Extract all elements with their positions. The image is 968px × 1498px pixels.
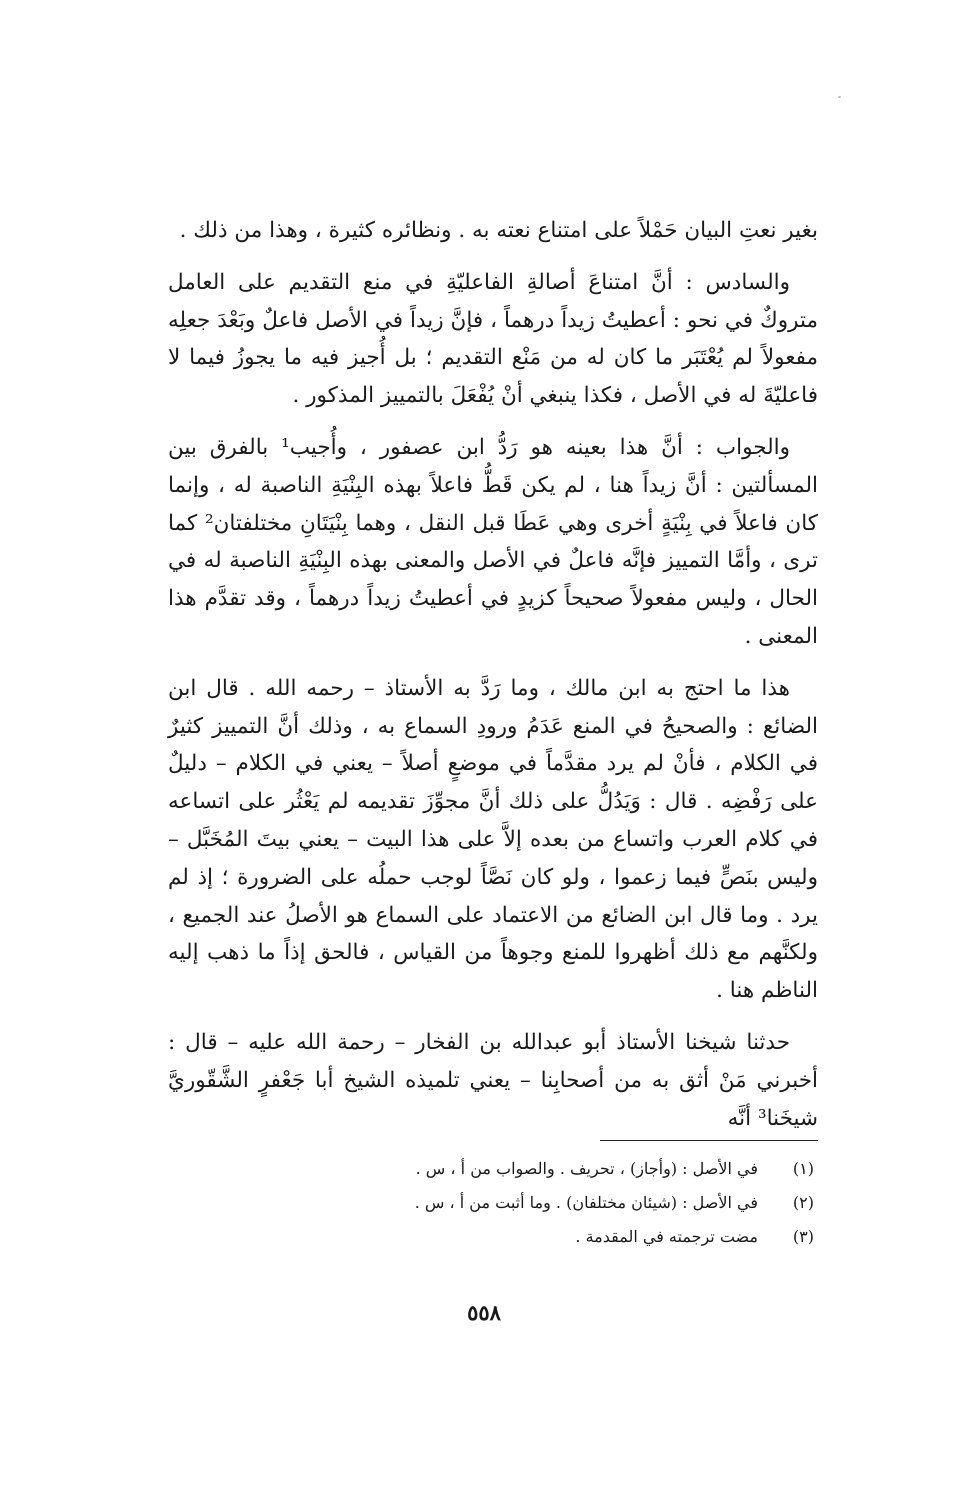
paragraph-continuation: بغير نعتِ البيان حَمْلاً على امتناع نعته به . ونظائره كثيرة ، وهذا من ذلك . <box>179 218 818 243</box>
footnote-number: (١) <box>792 1159 814 1178</box>
footnote <box>168 1186 818 1220</box>
paragraph-ibn-al-fakhkhar: حدثنا شيخنا الأستاذ أبو عبدالله بن الفخار – رحمة الله عليه – قال : أخبرني مَنْ أثق به من أصحابِنا – يعني تلميذه الشيخ أبا جَعْفرٍ الشَّقّوريَّ شيخَنا³ أنَّه <box>168 1029 818 1131</box>
paragraph-ibn-al-daie: هذا ما احتج به ابن مالك ، وما رَدَّ به الأستاذ – رحمه الله . قال ابن الضائع : والصحيحُ في المنع عَدَمُ ورودِ السماع به ، وذلك أنَّ التمييز كثيرٌ في الكلام ، فأنْ لم يرد مقدَّماً في موضعٍ أصلاً – يعني في الكلام – دليلٌ على رَفْضِه . قال : وَيَدُلُّ على ذلك أنَّ مجوِّزَ تقديمه لم يَعْثُر على اتساعه في كلام العرب واتساع من بعده إلاَّ على هذا البيت – يعني بيتَ المُخَبَّل – وليس بنَصٍّ فيما زعموا ، ولو كان نَصَّاً لوجب حملُه على الضرورة ؛ إذ لم يرد . وما قال ابن الضائع من الاعتماد على السماع هو الأصلُ عند الجميع ، ولكنَّهم مع ذلك أظهروا للمنع وجوهاً من القياس ، فالحق إذاً ما ذهب إليه الناظم هنا . <box>168 675 818 1004</box>
footnote-text: في الأصل : (شيئان مختلفان) . وما أثبت من أ ، س . <box>414 1193 758 1212</box>
paragraph-answer: والجواب : أنَّ هذا بعينه هو رَدُّ ابن عصفور ، وأُجيب¹ بالفرق بين المسألتين : أنَّ زيداً هنا ، لم يكن قَطُّ فاعلاً بهذه البِنْيَةِ الناصبة له ، وإنما كان فاعلاً في بِنْيَةٍ أخرى وهي عَطَا قبل النقل ، وهما بِنْيَتَانِ مختلفتان² كما ترى ، وأمَّا التمييز فإنَّه فاعلٌ في الأصل والمعنى بهذه البِنْيَةِ الناصبة له في الحال ، وليس مفعولاً صحيحاً كزيدٍ في أعطيتُ زيداً درهماً ، وقد تقدَّم هذا المعنى . <box>168 434 818 649</box>
main-text <box>168 212 818 1137</box>
paragraph-sixth: والسادس : أنَّ امتناعَ أصالةِ الفاعليّةِ في منع التقديم على العامل متروكٌ في نحو : أعطيتُ زيداً درهماً ، فإنَّ زيداً في الأصل فاعلٌ وبَعْدَ جعلِه مفعولاً لم يُعْتَبَر ما كان له من مَنْع التقديم ؛ بل أُجيز فيه ما يجوزُ فيما لا فاعليّةَ له في الأصل ، فكذا ينبغي أنْ يُفْعَلَ بالتمييز المذكور . <box>168 269 818 409</box>
footnote-number: (٣) <box>792 1227 814 1246</box>
footnote <box>168 1220 818 1254</box>
footnote-number: (٢) <box>792 1193 814 1212</box>
footnotes <box>168 1152 818 1254</box>
page-number: ٥٥٨ <box>467 1300 501 1325</box>
footnote-text: مضت ترجمته في المقدمة . <box>575 1227 758 1246</box>
footnote-separator <box>600 1140 818 1141</box>
footnote-text: في الأصل : (وأجاز) ، تحريف . والصواب من أ ، س . <box>415 1159 758 1178</box>
footnote <box>168 1152 818 1186</box>
scan-speck <box>838 96 841 98</box>
